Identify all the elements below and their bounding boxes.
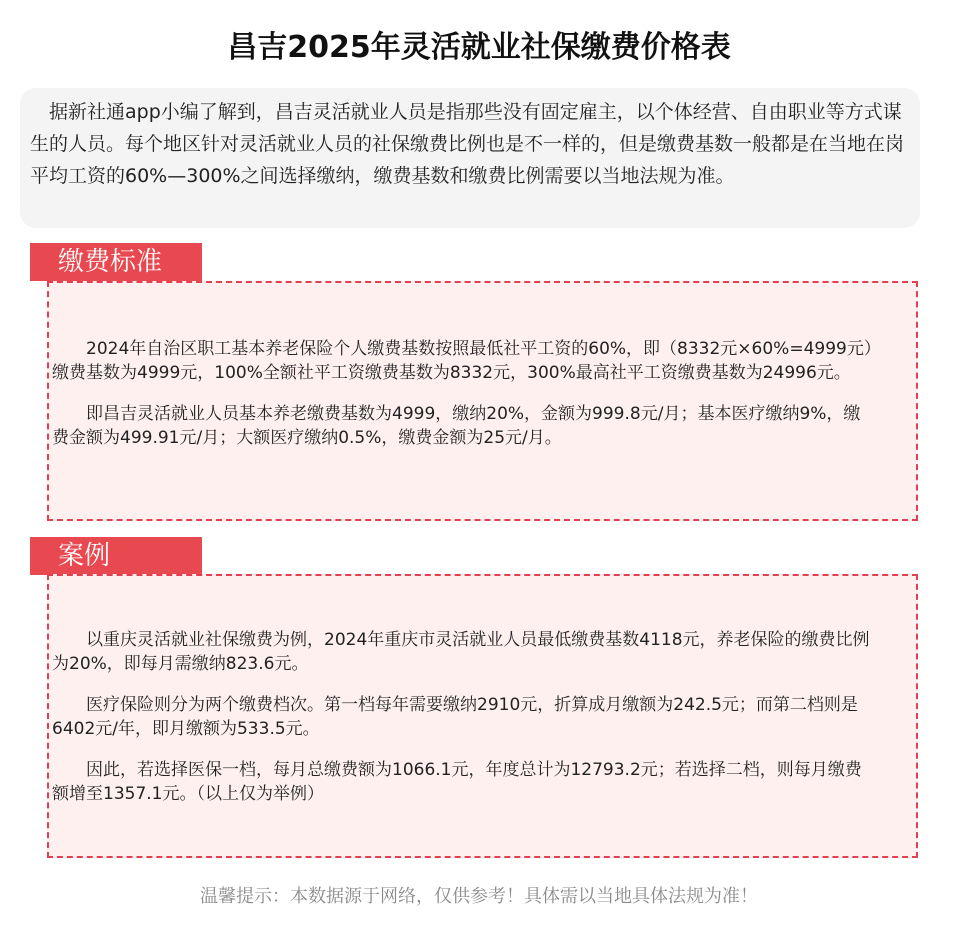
section-heading-standard: 缴费标准	[30, 243, 202, 281]
paragraph: 2024年自治区职工基本养老保险个人缴费基数按照最低社平工资的60%，即（8332元×60%=4999元）缴费基数为4999元，100%全额社平工资缴费基数为8332元，300%最高社平工资缴费基数为24996元。	[52, 339, 873, 383]
intro-text: 据新社通app小编了解到，昌吉灵活就业人员是指那些没有固定雇主，以个体经营、自由职业等方式谋生的人员。每个地区针对灵活就业人员的社保缴费比例也是不一样的，但是缴费基数一般都是在当地在岗平均工资的60%—300%之间选择缴纳，缴费基数和缴费比例需要以当地法规为准。	[20, 88, 920, 228]
section-box-example	[47, 574, 918, 858]
paragraph: 医疗保险则分为两个缴费档次。第一档每年需要缴纳2910元，折算成月缴额为242.5元；而第二档则是6402元/年，即月缴额为533.5元。	[52, 695, 858, 739]
section-box-standard	[47, 281, 918, 521]
footer-note: 温馨提示：本数据源于网络，仅供参考！具体需以当地具体法规为准！	[200, 886, 758, 907]
paragraph: 以重庆灵活就业社保缴费为例，2024年重庆市灵活就业人员最低缴费基数4118元，养老保险的缴费比例为20%，即每月需缴纳823.6元。	[52, 630, 870, 674]
paragraph: 即昌吉灵活就业人员基本养老缴费基数为4999，缴纳20%，金额为999.8元/月；基本医疗缴纳9%，缴费金额为499.91元/月；大额医疗缴纳0.5%，缴费金额为25元/月。	[52, 404, 861, 448]
section-heading-example: 案例	[30, 537, 202, 575]
page-title: 昌吉2025年灵活就业社保缴费价格表	[227, 30, 731, 65]
paragraph: 因此，若选择医保一档，每月总缴费额为1066.1元，年度总计为12793.2元；若选择二档，则每月缴费额增至1357.1元。（以上仅为举例）	[52, 760, 862, 804]
